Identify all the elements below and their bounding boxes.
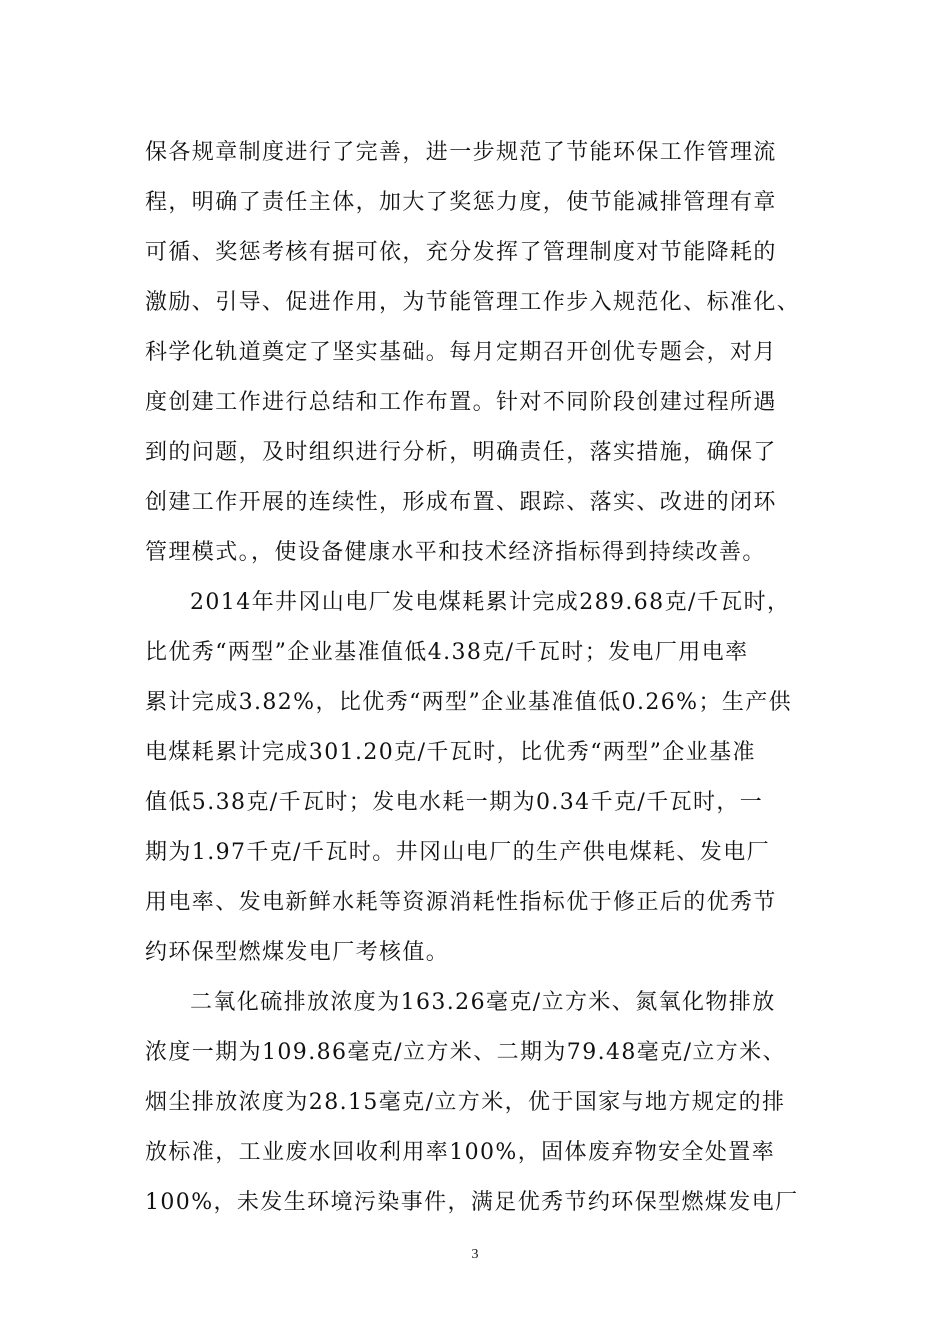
text-line: 用电率、发电新鲜水耗等资源消耗性指标优于修正后的优秀节 bbox=[145, 890, 777, 915]
text-line: 值低5.38克/千瓦时；发电水耗一期为0.34千克/千瓦时，一 bbox=[145, 790, 764, 815]
text-line: 可循、奖惩考核有据可依，充分发挥了管理制度对节能降耗的 bbox=[145, 240, 777, 265]
text-line: 100%，未发生环境污染事件，满足优秀节约环保型燃煤发电厂 bbox=[145, 1190, 799, 1215]
page-number: 3 bbox=[471, 1247, 479, 1262]
text-line: 累计完成3.82%，比优秀“两型”企业基准值低0.26%；生产供 bbox=[145, 690, 793, 715]
text-line: 浓度一期为109.86毫克/立方米、二期为79.48毫克/立方米、 bbox=[145, 1040, 786, 1065]
text-line: 科学化轨道奠定了坚实基础。每月定期召开创优专题会，对月 bbox=[145, 340, 777, 365]
text-line: 二氧化硫排放浓度为163.26毫克/立方米、氮氧化物排放 bbox=[190, 990, 776, 1015]
text-line: 激励、引导、促进作用，为节能管理工作步入规范化、标准化、 bbox=[145, 290, 801, 315]
text-line: 放标准，工业废水回收利用率100%，固体废弃物安全处置率 bbox=[145, 1140, 776, 1165]
text-line: 约环保型燃煤发电厂考核值。 bbox=[145, 940, 450, 965]
text-line: 2014年井冈山电厂发电煤耗累计完成289.68克/千瓦时， bbox=[190, 590, 791, 615]
text-line: 到的问题，及时组织进行分析，明确责任，落实措施，确保了 bbox=[145, 440, 777, 465]
text-line: 烟尘排放浓度为28.15毫克/立方米，优于国家与地方规定的排 bbox=[145, 1090, 786, 1115]
text-line: 比优秀“两型”企业基准值低4.38克/千瓦时；发电厂用电率 bbox=[145, 640, 749, 665]
text-line: 创建工作开展的连续性，形成布置、跟踪、落实、改进的闭环 bbox=[145, 490, 777, 515]
text-line: 管理模式。，使设备健康水平和技术经济指标得到持续改善。 bbox=[145, 540, 766, 565]
text-line: 度创建工作进行总结和工作布置。针对不同阶段创建过程所遇 bbox=[145, 390, 777, 415]
text-line: 电煤耗累计完成301.20克/千瓦时，比优秀“两型”企业基准 bbox=[145, 740, 756, 765]
text-line: 期为1.97千克/千瓦时。井冈山电厂的生产供电煤耗、发电厂 bbox=[145, 840, 770, 865]
text-line: 保各规章制度进行了完善，进一步规范了节能环保工作管理流 bbox=[145, 140, 777, 165]
text-line: 程，明确了责任主体，加大了奖惩力度，使节能减排管理有章 bbox=[145, 190, 777, 215]
